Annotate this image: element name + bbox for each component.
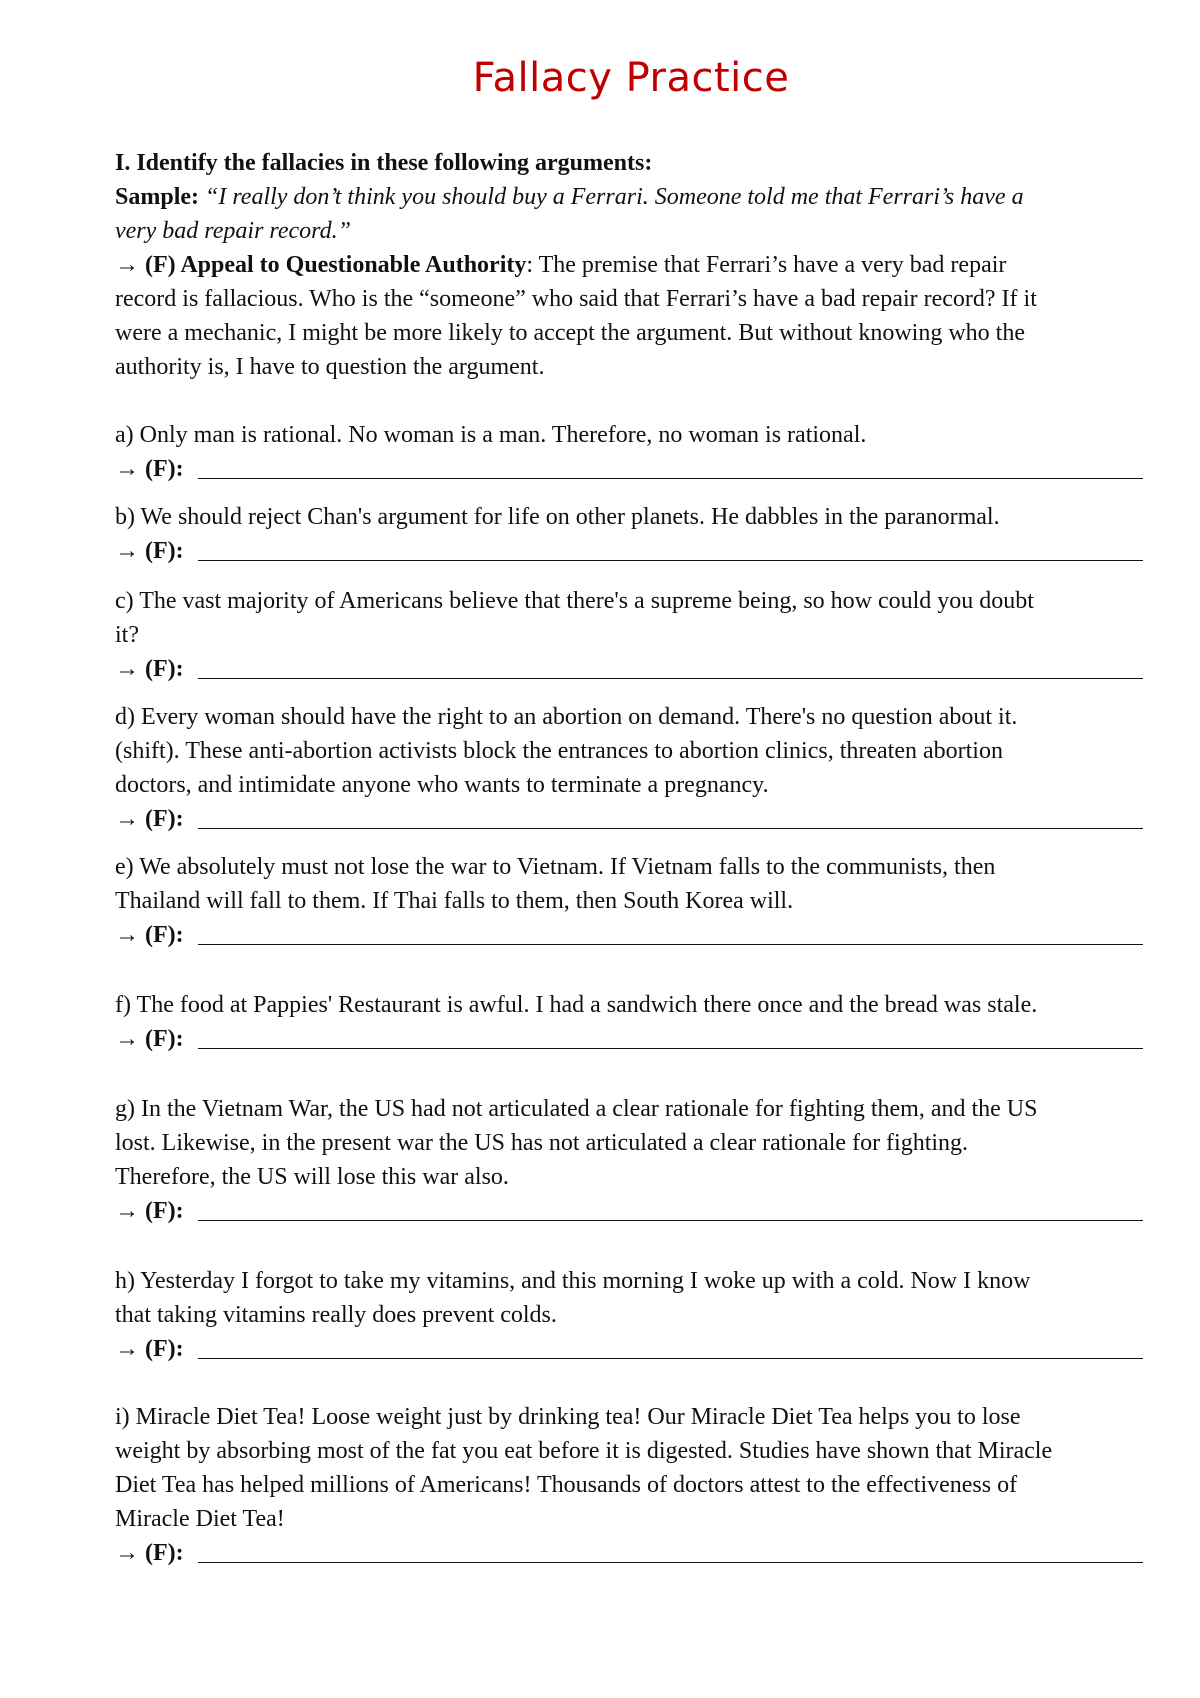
question-d-line-3: doctors, and intimidate anyone who wants to terminate a pregnancy. [115, 772, 769, 798]
question-h-line-2: that taking vitamins really does prevent colds. [115, 1302, 557, 1328]
page-title: Fallacy Practice [472, 55, 790, 101]
sample-line-2: very bad repair record.” [115, 218, 351, 244]
answer-label: → (F): [115, 1336, 184, 1362]
question-e-line-1: e) We absolutely must not lose the war to Vietnam. If Vietnam falls to the communists, then [115, 854, 996, 880]
answer-row-h [115, 1332, 184, 1366]
question-i-line-2: weight by absorbing most of the fat you eat before it is digested. Studies have shown that Miracle [115, 1438, 1053, 1464]
question-a-line-1: a) Only man is rational. No woman is a man. Therefore, no woman is rational. [115, 422, 867, 448]
sample-answer-prefix: → (F) Appeal to Questionable Authority [115, 252, 527, 278]
sample-answer-text-1: : The premise that Ferrari’s have a very bad repair [526, 252, 1007, 278]
question-i-line-4: Miracle Diet Tea! [115, 1506, 285, 1532]
sample-answer-line-3: were a mechanic, I might be more likely to accept the argument. But without knowing who the [115, 320, 1025, 346]
question-g-line-3: Therefore, the US will lose this war also. [115, 1164, 509, 1190]
question-b-line-1: b) We should reject Chan's argument for life on other planets. He dabbles in the paranormal. [115, 504, 1000, 530]
answer-label: → (F): [115, 922, 184, 948]
answer-label: → (F): [115, 538, 184, 564]
question-i-line-3: Diet Tea has helped millions of Americans! Thousands of doctors attest to the effectiveness of [115, 1472, 1018, 1498]
answer-label: → (F): [115, 1026, 184, 1052]
answer-row-g [115, 1194, 184, 1228]
answer-row-b [115, 534, 184, 568]
answer-row-c [115, 652, 184, 686]
question-h-line-1: h) Yesterday I forgot to take my vitamins, and this morning I woke up with a cold. Now I know [115, 1268, 1031, 1294]
answer-blank-line[interactable] [198, 478, 1143, 479]
sample-answer-line-1 [115, 248, 1006, 282]
question-g-line-1: g) In the Vietnam War, the US had not articulated a clear rationale for fighting them, and the US [115, 1096, 1038, 1122]
answer-row-f [115, 1022, 184, 1056]
sample-label: Sample: [115, 184, 199, 210]
section-heading: I. Identify the fallacies in these following arguments: [115, 150, 653, 176]
answer-label: → (F): [115, 1540, 184, 1566]
answer-row-a [115, 452, 184, 486]
answer-label: → (F): [115, 656, 184, 682]
answer-blank-line[interactable] [198, 1358, 1143, 1359]
question-f-line-1: f) The food at Pappies' Restaurant is awful. I had a sandwich there once and the bread was stale. [115, 992, 1038, 1018]
question-g-line-2: lost. Likewise, in the present war the US has not articulated a clear rationale for fighting. [115, 1130, 969, 1156]
answer-blank-line[interactable] [198, 828, 1143, 829]
sample-answer-line-2: record is fallacious. Who is the “someone” who said that Ferrari’s have a bad repair record? If it [115, 286, 1037, 312]
answer-blank-line[interactable] [198, 1562, 1143, 1563]
question-e-line-2: Thailand will fall to them. If Thai falls to them, then South Korea will. [115, 888, 794, 914]
answer-blank-line[interactable] [198, 1048, 1143, 1049]
question-c-line-1: c) The vast majority of Americans believe that there's a supreme being, so how could you doubt [115, 588, 1034, 614]
answer-row-e [115, 918, 184, 952]
sample-answer-line-4: authority is, I have to question the argument. [115, 354, 545, 380]
answer-label: → (F): [115, 1198, 184, 1224]
answer-row-d [115, 802, 184, 836]
question-c-line-2: it? [115, 622, 139, 648]
question-i-line-1: i) Miracle Diet Tea! Loose weight just by drinking tea! Our Miracle Diet Tea helps you to lose [115, 1404, 1021, 1430]
answer-row-i [115, 1536, 184, 1570]
sample-line-1 [115, 180, 1024, 214]
answer-blank-line[interactable] [198, 678, 1143, 679]
answer-blank-line[interactable] [198, 560, 1143, 561]
answer-label: → (F): [115, 806, 184, 832]
sample-text-1: “I really don’t think you should buy a Ferrari. Someone told me that Ferrari’s have a [205, 184, 1024, 210]
answer-label: → (F): [115, 456, 184, 482]
question-d-line-2: (shift). These anti-abortion activists block the entrances to abortion clinics, threaten abortion [115, 738, 1003, 764]
question-d-line-1: d) Every woman should have the right to an abortion on demand. There's no question about it. [115, 704, 1018, 730]
answer-blank-line[interactable] [198, 1220, 1143, 1221]
answer-blank-line[interactable] [198, 944, 1143, 945]
